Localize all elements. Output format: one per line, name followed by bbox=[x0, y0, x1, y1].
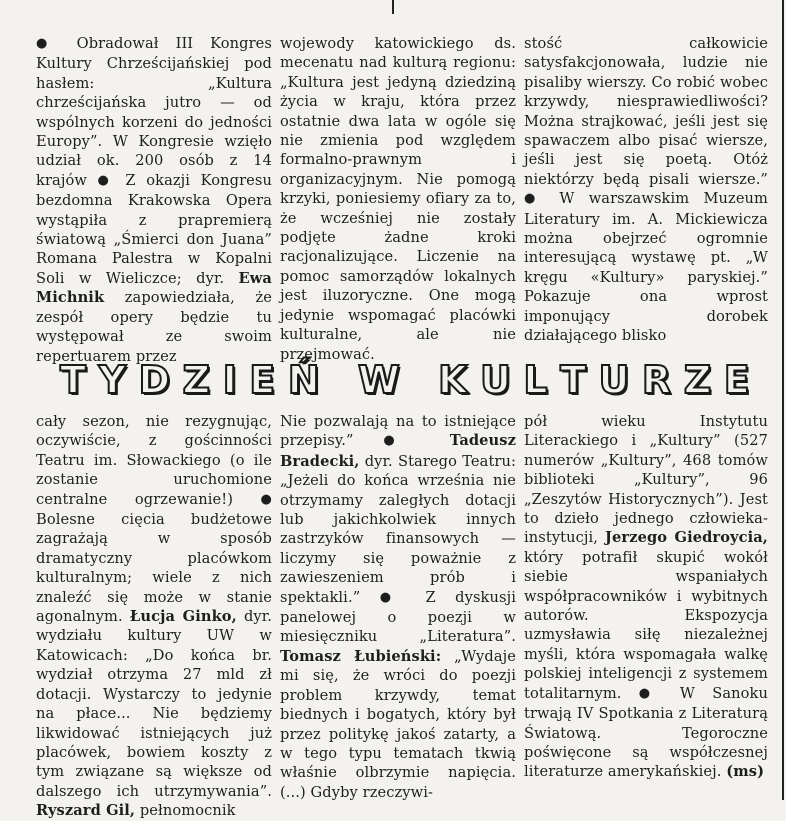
headline-letter: E bbox=[723, 358, 750, 402]
article-text: zapowiedziała, że zespół opery będzie tu występował ze swoim repertuarem przez bbox=[36, 289, 272, 365]
person-name: (ms) bbox=[726, 763, 765, 781]
headline-letter: K bbox=[438, 358, 468, 402]
section-headline bbox=[60, 354, 750, 406]
article-text: Z dyskusji panelowej o poezji w miesięczniku „Literatura”. bbox=[280, 588, 516, 646]
headline-letter: T bbox=[60, 358, 86, 402]
headline-letter: Z bbox=[182, 358, 211, 402]
article-text bbox=[420, 432, 450, 449]
article-text: dyr. wydziału kultury UW w Katowicach: „Do końca br. wydział otrzyma 27 mld zł dotacji. Wystarczy to jedynie na płace... Nie będziemy likwidować istniejących już placówek, bowiem koszty z tym związane są większe od dalszego ich utrzymywania”. bbox=[36, 608, 272, 800]
article-text: Bolesne cięcia budżetowe zagrażają w sposób dramatyczny placówkom kulturalnym; wiele z nich znaleźć się może w stanie agonalnym. bbox=[36, 511, 272, 626]
person-name: Jerzego Giedroycia, bbox=[605, 529, 768, 547]
top-divider bbox=[392, 0, 394, 14]
article-column-bottom-3 bbox=[524, 412, 768, 800]
article-text: Z okazji Kongresu bezdomna Krakowska Opera wystąpiła z prapremierą światową „Śmierci don Juana” Romana Palestra w Kopalni Soli w Wieliczce; dyr. bbox=[36, 171, 272, 287]
article-column-top-1 bbox=[36, 34, 272, 365]
headline-letter: Z bbox=[683, 358, 712, 402]
bullet-icon: ● bbox=[638, 685, 663, 701]
headline-letter: E bbox=[249, 358, 276, 402]
headline-letter: Ń bbox=[287, 358, 320, 402]
article-text: pół wieku Instytutu Literackiego i „Kultury” (527 numerów „Kultury”, 468 tomów biblioteki „Kultury”, 96 „Zeszytów Historycznych”). Jest to dzieło jednego człowieka-instytucji, bbox=[524, 413, 768, 547]
article-text: pełnomocnik bbox=[135, 802, 236, 820]
bullet-icon: ● bbox=[383, 433, 420, 449]
headline-space bbox=[332, 361, 345, 399]
headline-letter: W bbox=[357, 358, 400, 402]
bullet-icon: ● bbox=[97, 172, 115, 188]
bullet-icon: ● bbox=[36, 36, 60, 51]
headline-letter: Y bbox=[98, 358, 126, 402]
article-text: cały sezon, nie rezygnując, oczywiście, z gościnności Teatru im. Słowackiego (o ile zostanie uruchomione centralne ogrzewanie!) bbox=[36, 413, 272, 508]
person-name: Ryszard Gil, bbox=[36, 802, 136, 820]
headline-letter: T bbox=[560, 358, 587, 402]
article-text: W warszawskim Muzeum Literatury im. A. Mickiewicza można obejrzeć ogromnie interesującą wystawę pt. „W kręgu «Kultury» paryskiej.” Pokazuje ona wprost imponujący dorobek działającego blisko bbox=[524, 190, 768, 345]
bullet-icon: ● bbox=[260, 491, 272, 507]
headline-letter: L bbox=[523, 358, 548, 402]
article-text: „Wydaje mi się, że wróci do poezji problem krzywdy, temat biednych i bogatych, który był przez politykę jakoś zatarty, a w tego typu tematach tkwią właśnie olbrzymie napięcia. (...) Gdyby rzeczywi- bbox=[280, 647, 516, 801]
person-name: Tomasz Łubieński: bbox=[280, 647, 442, 665]
article-column-top-3 bbox=[524, 34, 768, 354]
headline-space bbox=[412, 361, 425, 399]
article-text: wojewody katowickiego ds. mecenatu nad kulturą regionu: „Kultura jest jedyną dziedziną życia w kraju, która przez ostatnie dwa lata w ogóle się nie zmienia pod względem formalno-prawnym i organizacyjnym. Nie pomogą krzyki, poniesiemy ofiary za to, że wcześniej nie zostały podjęte żadne kroki racjonalizujące. Liczenie na pomoc samorządów lokalnych jest iluzoryczne. One mogą jedynie wspomagać placówki kulturalne, ale nie przejmować. bbox=[280, 35, 516, 363]
headline-letter: U bbox=[480, 358, 511, 402]
person-name: Ewa Michnik bbox=[36, 269, 272, 307]
headline-letter: D bbox=[138, 358, 171, 402]
article-text: Obradował III Kongres Kultury Chrześcijańskiej pod hasłem: „Kultura chrześcijańska jutro — od wspólnych korzeni do jedności Europy”. W Kongresie wzięło udział ok. 200 osób z 14 krajów bbox=[36, 35, 272, 189]
article-text: W Sanoku trwają IV Spotkania z Literaturą Światową. Tegoroczne poświęcone są współczesnej literaturze amerykańskiej. bbox=[524, 684, 768, 781]
bullet-icon: ● bbox=[379, 589, 406, 605]
headline-letter: U bbox=[598, 358, 630, 402]
person-name: Łucja Ginko, bbox=[129, 608, 237, 626]
article-column-bottom-1 bbox=[36, 412, 272, 820]
article-column-top-2 bbox=[280, 34, 516, 363]
article-text: dyr. Starego Teatru: „Jeżeli do końca września nie otrzymamy zaległych dotacji lub jakichkolwiek innych zastrzyków finansowych — liczymy się poważnie z zawieszeniem prób i spektakli.” bbox=[280, 452, 516, 606]
person-name: Tadeusz Bradecki, bbox=[280, 432, 516, 470]
article-text: Nie pozwalają na to istniejące przepisy.” bbox=[280, 413, 516, 450]
headline-letter: R bbox=[641, 358, 672, 402]
article-text: który potrafił skupić wokół siebie wspaniałych współpracowników i wybitnych autorów. Ekspozycja uzmysławia siłę niezależnej myśli, która wspomagała walkę polskiej inteligencji z systemem totalitarnym. bbox=[524, 548, 768, 702]
article-text: stość całkowicie satysfakcjonowała, ludzie nie pisaliby wierszy. Co robić wobec krzywdy, niesprawiedliwości? Można strajkować, jeśli jest się spawaczem albo pisać wiersze, jeśli jest się poetą. Otóż niektórzy będą pisali wiersze.” bbox=[524, 35, 768, 188]
right-border bbox=[782, 0, 784, 800]
article-column-bottom-2 bbox=[280, 412, 516, 800]
bullet-icon: ● bbox=[524, 191, 546, 207]
headline-letter: I bbox=[222, 358, 237, 402]
